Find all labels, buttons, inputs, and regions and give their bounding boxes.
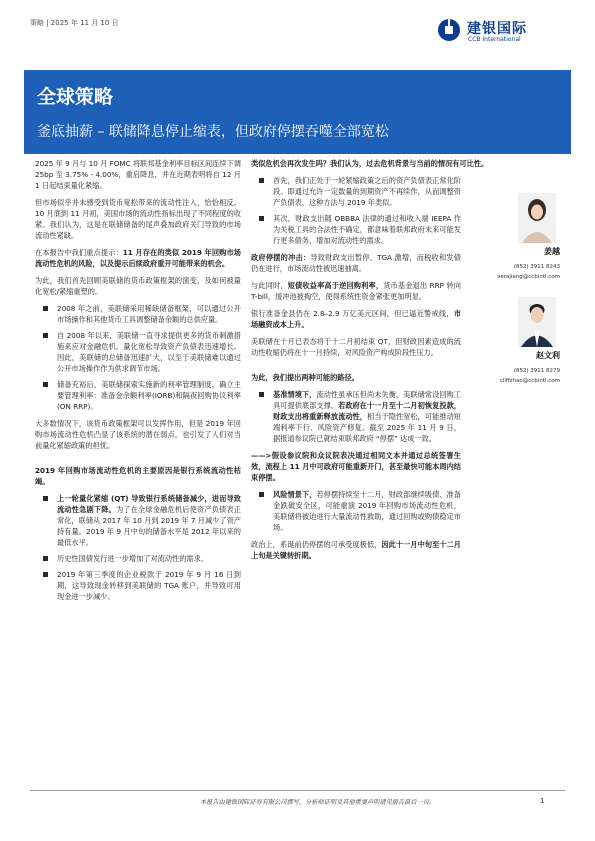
list-item: 基准情境下，流动性虽承压但尚未失衡，美联储常设回购工具可提供底部支撑。若政府在十一月至十二月初恢复投款，财政支出将重新释放流动性，相当于隐性宽松，可能推动短端利率下行、风险资产修复。截至 2025 年 11 月 9 日，据报道参议院已就结束联邦政府 “停摆” 达成一致。 <box>273 390 461 443</box>
paragraph: 为此，我们首先回顾美联储的货币政策框架的演变，及如何被量化宽松/紧缩重塑的。 <box>35 276 241 296</box>
list-item: 其次，财政支出随 OBBBA 法律的通过和收入端 IEEPA 作为关税工具的合法性不确定，都意味着联邦政府未来可能发行更多债务，增加对流动性的需求。 <box>273 214 461 245</box>
bullet-list <box>251 489 516 533</box>
paragraph: 政府停摆的冲击：导致财政支出暂停、TGA 激增，而税收和发债仍在进行，市场流动性被迅速抽离。 <box>251 253 461 273</box>
analyst-photo-icon <box>518 297 556 347</box>
paragraph: 2025 年 9 月与 10 月 FOMC 将联邦基金利率目标区间连续下调 25bp 至 3.75% - 4.00%，重启降息，并在近期表明将自 12 月 1 日起结束量化紧缩。 <box>35 159 241 190</box>
report-headline: 釜底抽薪 – 联储降息停止缩表，但政府停摆吞噬全部宽松 <box>37 124 389 140</box>
list-item: 历史性国债发行进一步增加了对流动性的需求。 <box>57 553 241 564</box>
ccbi-logo <box>437 16 567 44</box>
paragraph: 政治上，系诞前仍停摆的可承受度极低，因此十一月中旬至十二月上旬是关键转折期。 <box>251 540 461 560</box>
list-item: 储备充裕后，美联储探索实施新的利率管理制度，确立主要管理利率：准备金余额利率(IORB)和隔夜回购协议利率(ON RRP)。 <box>57 380 241 411</box>
section-heading: 2019 年回购市场流动性危机的主要原因是银行系统流动性枯竭。 <box>35 466 241 486</box>
title-banner <box>24 70 571 154</box>
report-date-line: 策略 | 2025 年 11 月 10 日 <box>30 19 119 27</box>
analyst-phone: (852) 3911 8279 <box>513 368 560 374</box>
analyst-photo-icon <box>518 193 556 243</box>
bullet-list <box>251 389 516 444</box>
disclaimer-footer: 本报告由建银国际证券有限公司撰写。分析师证明及其他重要声明请见报告最后一页。 <box>200 799 436 806</box>
ccb-logo-icon <box>437 18 461 42</box>
analyst-name: 赵文利 <box>536 351 560 360</box>
paragraph: ——>假设参议院和众议院表决通过相同文本并通过总统签署生效，流程上 11 月中可政府可能重新开门，甚至最快可能本周内结束停摆。 <box>251 451 461 482</box>
list-item: 2008 年之前，美联储采用稀缺储备框架，可以通过公开市场操作和其他货币工具调整储备余额的总供应量。 <box>57 304 241 324</box>
section-heading: 为此，我们提出两种可能的路径。 <box>251 373 359 382</box>
paragraph: 大多数情况下，该货币政策框架可以发挥作用，但是 2019 年回购市场流动性危机凸显了该系统的潜在弱点，也引发了人们对当前量化紧缩政策的担忧。 <box>35 419 241 450</box>
list-item: 首先，我们正处于一轮紧缩政策之后的资产负债表正常化阶段。即通过允许一定数量的到期资产不再续作，从而调整资产负债表，这种方法与 2019 年类似。 <box>273 176 461 207</box>
left-column <box>35 158 241 608</box>
report-category-title: 全球策略 <box>37 86 114 108</box>
paragraph: 在本报告中我们重点提示：11 月存在的类似 2019 年回购市场流动性危机的风险，以及提示后续政府重开可能带来的机会。 <box>35 248 241 268</box>
paragraph: 与此同时，短债收益率高于逆回购利率，货币基金退出 RRP 转向 T-bill，缓冲池被掏空，使得系统性资金紧张更加明显。 <box>251 281 461 301</box>
list-item: 风险情景下，若停摆持续至十二月，财政部继续吸债、准备金跌破安全区，可能重演 2019 年回购市场流动性危机，美联储将被迫进行大量流动性救助，通过回购或购债稳定市场。 <box>273 490 461 532</box>
bullet-list <box>35 493 241 602</box>
section-heading: 类似危机会再次发生吗？我们认为，过去危机背景与当前的情况有可比性。 <box>251 159 489 168</box>
analyst-name: 姜越 <box>544 247 560 256</box>
bullet-list <box>35 303 241 412</box>
logo-english-name: CCB International <box>468 36 521 43</box>
analyst-email[interactable]: cliffzhao@ccbintl.com <box>499 378 560 384</box>
paragraph: 银行准备金县仍在 2.8–2.9 万亿美元区间，但已逼近警戒线，市场融资成本上升。 <box>251 309 461 329</box>
analyst-email[interactable]: verajiang@ccbintl.com <box>497 274 560 280</box>
page-number: 1 <box>540 797 545 805</box>
list-item: 自 2008 年以来，美联储一直寻求提供更多的货币刺激措施来应对金融危机，量化宽松导致资产负债表迅速增长。因此，美联储的总储备迅速扩大，以至于美联储难以通过公开市场操作作为供求调节市场。 <box>57 331 241 373</box>
analyst-card <box>474 297 560 392</box>
paragraph: 但市场似乎并未感受到货币宽松带来的流动性注入，恰恰相反，10 月底到 11 月初，美国市场的流动性指标出现了不同程度的收紧。我们认为，这是在联储储备的尾声叠加政府关门导致的市场流动性紧缺。 <box>35 198 241 240</box>
list-item: 2019 年第三季度的企业税款于 2019 年 9 月 16 日到期，这导致现金转移到美联储的 TGA 账户，并导致可用现金进一步减少。 <box>57 570 241 601</box>
analyst-phone: (852) 3911 8243 <box>513 264 560 270</box>
logo-chinese-name: 建银国际 <box>467 21 527 37</box>
list-item: 上一轮量化紧缩 (QT) 导致银行系统储备减少，进而导致流动性急剧下降。为了在全球金融危机后使资产负债表正常化，联储从 2017 年 10 月到 2019 年 7 月减少了资产持有量。2019 年 9 月中旬的储备水平是 2012 年以来的最低水平。 <box>57 494 241 547</box>
footer-divider <box>30 790 565 791</box>
paragraph: 美联储在十月已表态将于十二月初结束 QT，但财政因素造成的流动性收缩仍将在十一月持续，对风险资产构成阶段性压力。 <box>251 337 461 357</box>
analyst-card <box>474 193 560 288</box>
